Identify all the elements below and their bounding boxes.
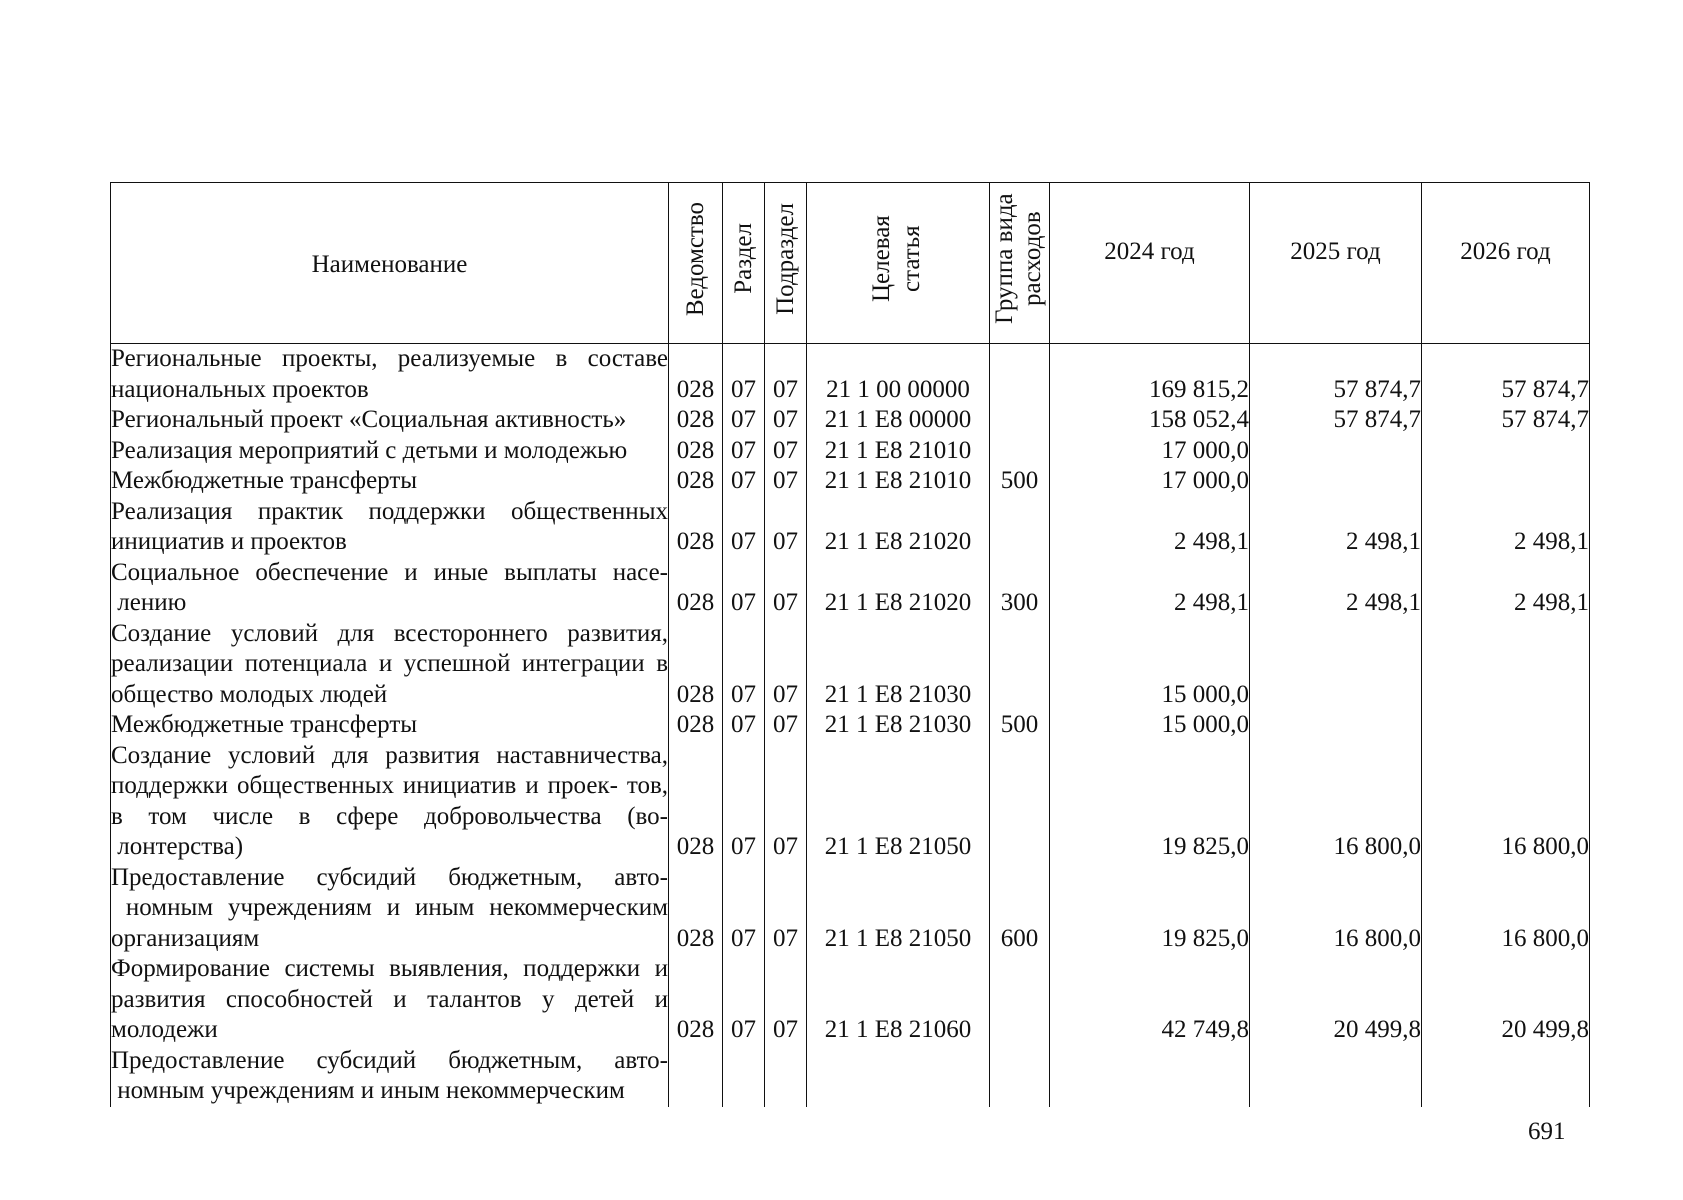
table-row — [111, 497, 1590, 558]
cell-2024: 2 498,1 — [1050, 497, 1250, 558]
cell-department: 028 — [669, 405, 723, 436]
table-row — [111, 741, 1590, 863]
cell-2024: 15 000,0 — [1050, 710, 1250, 741]
table-row — [111, 405, 1590, 436]
cell-2026 — [1422, 619, 1590, 711]
cell-target-article: 21 1 E8 21020 — [807, 497, 990, 558]
cell-2026: 16 800,0 — [1422, 741, 1590, 863]
cell-section: 07 — [723, 436, 765, 467]
cell-expense-group: 300 — [990, 558, 1050, 619]
cell-section: 07 — [723, 497, 765, 558]
cell-section: 07 — [723, 619, 765, 711]
cell-department: 028 — [669, 741, 723, 863]
cell-2025: 2 498,1 — [1250, 497, 1422, 558]
cell-department — [669, 1046, 723, 1107]
cell-subsection: 07 — [765, 619, 807, 711]
cell-section: 07 — [723, 466, 765, 497]
cell-expense-group — [990, 344, 1050, 406]
cell-name: Региональный проект «Социальная активность» — [111, 405, 669, 436]
cell-target-article: 21 1 00 00000 — [807, 344, 990, 406]
cell-name: Реализация практик поддержки общественных инициатив и проектов — [111, 497, 669, 558]
cell-2025 — [1250, 1046, 1422, 1107]
header-subsection: Подраздел — [765, 183, 807, 344]
cell-2025: 2 498,1 — [1250, 558, 1422, 619]
cell-2024: 19 825,0 — [1050, 863, 1250, 955]
cell-2024: 2 498,1 — [1050, 558, 1250, 619]
cell-department: 028 — [669, 863, 723, 955]
table-row — [111, 863, 1590, 955]
cell-expense-group — [990, 436, 1050, 467]
cell-name: Социальное обеспечение и иные выплаты насе- лению — [111, 558, 669, 619]
cell-section: 07 — [723, 558, 765, 619]
table-header — [111, 183, 1590, 344]
cell-target-article: 21 1 E8 21050 — [807, 741, 990, 863]
cell-2025 — [1250, 466, 1422, 497]
cell-expense-group — [990, 405, 1050, 436]
cell-section: 07 — [723, 954, 765, 1046]
cell-2026: 57 874,7 — [1422, 405, 1590, 436]
cell-2026 — [1422, 436, 1590, 467]
cell-target-article: 21 1 E8 00000 — [807, 405, 990, 436]
cell-name: Создание условий для всестороннего развития, реализации потенциала и успешной интеграции в общество молодых людей — [111, 619, 669, 711]
cell-name: Межбюджетные трансферты — [111, 466, 669, 497]
cell-name: Реализация мероприятий с детьми и молодежью — [111, 436, 669, 467]
cell-name: Региональные проекты, реализуемые в составе национальных проектов — [111, 344, 669, 406]
cell-section: 07 — [723, 405, 765, 436]
cell-2024: 17 000,0 — [1050, 436, 1250, 467]
cell-section: 07 — [723, 741, 765, 863]
cell-section — [723, 1046, 765, 1107]
cell-2025: 57 874,7 — [1250, 344, 1422, 406]
cell-department: 028 — [669, 344, 723, 406]
cell-section: 07 — [723, 710, 765, 741]
cell-expense-group — [990, 619, 1050, 711]
header-department: Ведомство — [669, 183, 723, 344]
cell-2026: 20 499,8 — [1422, 954, 1590, 1046]
cell-subsection: 07 — [765, 863, 807, 955]
cell-2026: 2 498,1 — [1422, 497, 1590, 558]
cell-2026 — [1422, 1046, 1590, 1107]
header-row — [111, 183, 1590, 344]
cell-target-article: 21 1 E8 21010 — [807, 466, 990, 497]
cell-subsection — [765, 1046, 807, 1107]
table-row — [111, 436, 1590, 467]
cell-expense-group: 500 — [990, 466, 1050, 497]
cell-name: Предоставление субсидий бюджетным, авто- номным учреждениям и иным некоммерческим организациям — [111, 863, 669, 955]
cell-subsection: 07 — [765, 466, 807, 497]
cell-subsection: 07 — [765, 405, 807, 436]
cell-expense-group — [990, 954, 1050, 1046]
cell-name: Предоставление субсидий бюджетным, авто- номным учреждениям и иным некоммерческим — [111, 1046, 669, 1107]
cell-target-article: 21 1 E8 21010 — [807, 436, 990, 467]
cell-department: 028 — [669, 558, 723, 619]
cell-subsection: 07 — [765, 344, 807, 406]
table-row — [111, 344, 1590, 406]
cell-department: 028 — [669, 497, 723, 558]
cell-2025: 16 800,0 — [1250, 863, 1422, 955]
cell-name: Формирование системы выявления, поддержки и развития способностей и талантов у детей и молодежи — [111, 954, 669, 1046]
cell-subsection: 07 — [765, 497, 807, 558]
cell-expense-group: 500 — [990, 710, 1050, 741]
cell-2026 — [1422, 466, 1590, 497]
cell-name: Создание условий для развития наставничества, поддержки общественных инициатив и проек- тов, в том числе в сфере добровольчества (во- лонтерства) — [111, 741, 669, 863]
cell-2026 — [1422, 710, 1590, 741]
table-row — [111, 466, 1590, 497]
page-number: 691 — [1528, 1118, 1566, 1145]
cell-subsection: 07 — [765, 954, 807, 1046]
cell-2024: 17 000,0 — [1050, 466, 1250, 497]
cell-2026: 2 498,1 — [1422, 558, 1590, 619]
cell-2024 — [1050, 1046, 1250, 1107]
cell-section: 07 — [723, 863, 765, 955]
cell-subsection: 07 — [765, 710, 807, 741]
table-row — [111, 954, 1590, 1046]
cell-department: 028 — [669, 710, 723, 741]
table-row — [111, 1046, 1590, 1107]
header-expense-group: Группа вида расходов — [990, 183, 1050, 344]
header-year-2026: 2026 год — [1422, 183, 1590, 344]
cell-section: 07 — [723, 344, 765, 406]
cell-expense-group: 600 — [990, 863, 1050, 955]
header-year-2024: 2024 год — [1050, 183, 1250, 344]
cell-2024: 19 825,0 — [1050, 741, 1250, 863]
cell-2025 — [1250, 436, 1422, 467]
cell-department: 028 — [669, 466, 723, 497]
cell-subsection: 07 — [765, 436, 807, 467]
cell-2025 — [1250, 710, 1422, 741]
cell-2025: 16 800,0 — [1250, 741, 1422, 863]
cell-target-article: 21 1 E8 21060 — [807, 954, 990, 1046]
header-section: Раздел — [723, 183, 765, 344]
table-row — [111, 710, 1590, 741]
cell-expense-group — [990, 741, 1050, 863]
cell-2026: 57 874,7 — [1422, 344, 1590, 406]
budget-table — [110, 182, 1590, 1107]
cell-target-article: 21 1 E8 21030 — [807, 710, 990, 741]
cell-2024: 169 815,2 — [1050, 344, 1250, 406]
header-name: Наименование — [111, 183, 669, 344]
table-row — [111, 619, 1590, 711]
header-year-2025: 2025 год — [1250, 183, 1422, 344]
header-target-article: Целевая статья — [807, 183, 990, 344]
cell-2024: 42 749,8 — [1050, 954, 1250, 1046]
cell-2025 — [1250, 619, 1422, 711]
cell-2024: 15 000,0 — [1050, 619, 1250, 711]
cell-department: 028 — [669, 619, 723, 711]
cell-subsection: 07 — [765, 558, 807, 619]
cell-2025: 57 874,7 — [1250, 405, 1422, 436]
cell-2025: 20 499,8 — [1250, 954, 1422, 1046]
table-row — [111, 558, 1590, 619]
cell-name: Межбюджетные трансферты — [111, 710, 669, 741]
cell-department: 028 — [669, 436, 723, 467]
cell-subsection: 07 — [765, 741, 807, 863]
cell-department: 028 — [669, 954, 723, 1046]
cell-expense-group — [990, 1046, 1050, 1107]
cell-target-article — [807, 1046, 990, 1107]
table-body — [111, 344, 1590, 1107]
cell-2026: 16 800,0 — [1422, 863, 1590, 955]
cell-target-article: 21 1 E8 21030 — [807, 619, 990, 711]
cell-2024: 158 052,4 — [1050, 405, 1250, 436]
cell-target-article: 21 1 E8 21050 — [807, 863, 990, 955]
cell-expense-group — [990, 497, 1050, 558]
cell-target-article: 21 1 E8 21020 — [807, 558, 990, 619]
